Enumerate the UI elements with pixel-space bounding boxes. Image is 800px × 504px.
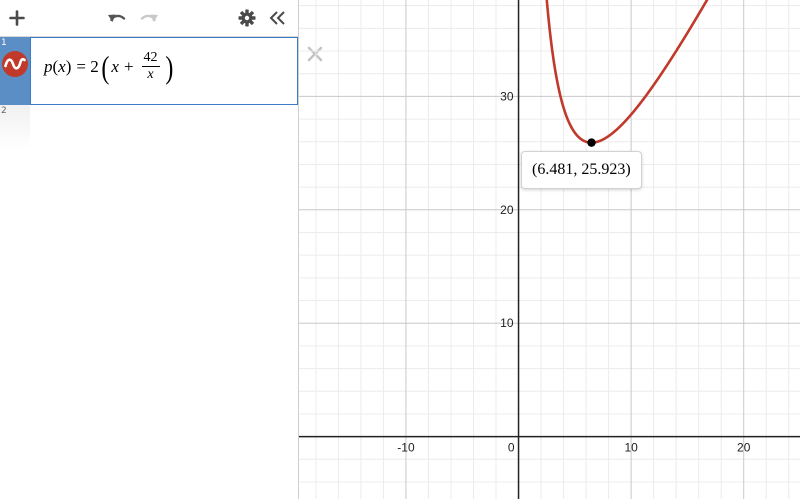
variable: x (111, 56, 119, 76)
fraction-denominator: x (147, 67, 154, 82)
x-tick-label: 0 (507, 440, 515, 455)
expression-toolbar (0, 0, 298, 37)
y-tick-label: 30 (500, 89, 514, 104)
row-number: 2 (1, 106, 7, 116)
variable: x (58, 56, 66, 76)
redo-button[interactable] (136, 0, 162, 36)
minor-gridlines (299, 0, 800, 499)
expression-row[interactable] (0, 37, 298, 105)
y-tick-label: 10 (500, 316, 514, 331)
paren-large: ( (101, 48, 110, 85)
equals-coefficient: = 2 (76, 56, 99, 76)
graph-plot[interactable] (299, 0, 800, 499)
plus-icon (9, 10, 25, 26)
new-expression-input[interactable] (31, 105, 297, 150)
x-tick-label: 10 (624, 440, 638, 455)
wave-graph-icon (4, 57, 26, 71)
tick-labels (397, 89, 750, 454)
plus-sign: + (123, 56, 134, 76)
graph-settings-button[interactable] (234, 0, 260, 36)
row-number: 1 (1, 38, 7, 48)
undo-icon (107, 11, 127, 25)
undo-button[interactable] (104, 0, 130, 36)
paren: ( (52, 56, 59, 76)
y-tick-label: 20 (500, 202, 514, 217)
collapse-panel-button[interactable] (264, 0, 292, 36)
function-name: p (44, 56, 53, 76)
expression-formula (44, 50, 175, 83)
graph-canvas[interactable] (299, 0, 800, 499)
fraction (142, 50, 160, 83)
paren: ) (65, 56, 72, 76)
x-tick-label: -10 (397, 440, 415, 455)
expression-gutter (0, 37, 30, 105)
point-coordinate-label: (6.481, 25.923) (521, 151, 642, 189)
expression-input[interactable] (30, 37, 298, 105)
expression-row[interactable] (0, 105, 298, 150)
axes (299, 0, 800, 499)
minimum-point[interactable] (587, 138, 595, 146)
double-chevron-left-icon (269, 10, 287, 26)
expression-panel (0, 0, 299, 499)
redo-icon (139, 11, 159, 25)
add-expression-button[interactable] (0, 0, 34, 36)
graph-visibility-toggle[interactable] (2, 51, 28, 77)
x-tick-label: 20 (737, 440, 751, 455)
major-gridlines (299, 0, 800, 499)
paren-large: ) (164, 48, 173, 85)
gear-icon (238, 9, 256, 27)
expression-gutter (0, 105, 30, 150)
fraction-numerator: 42 (143, 50, 158, 65)
